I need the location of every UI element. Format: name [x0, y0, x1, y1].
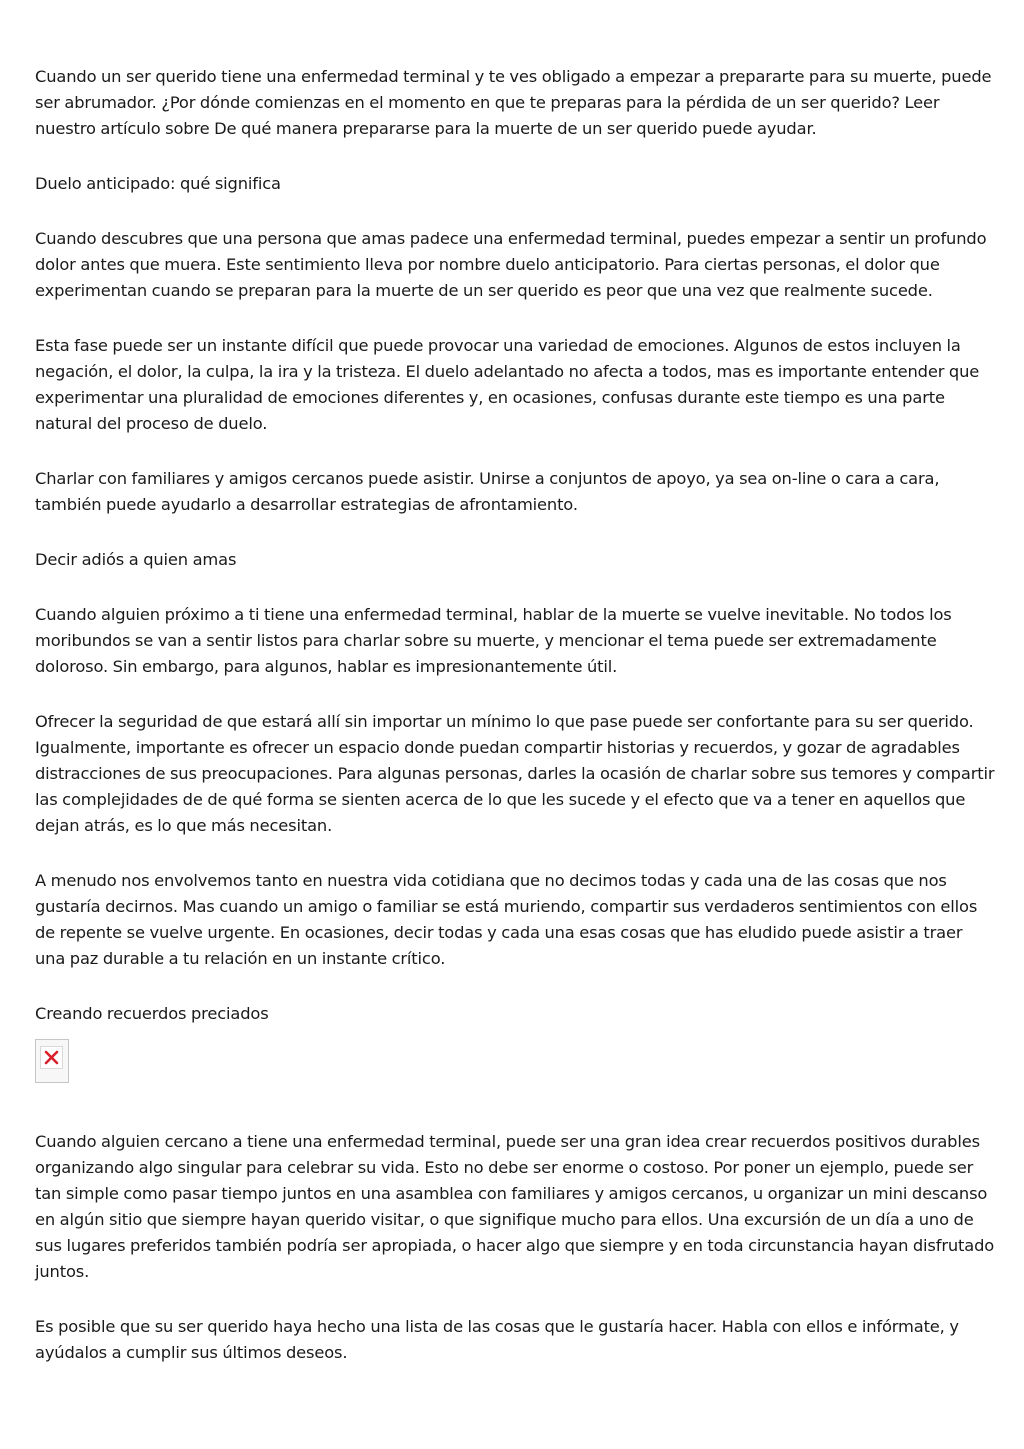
paragraph-duelo-1: Cuando descubres que una persona que amas padece una enfermedad terminal, puedes empezar a sentir un profundo dolor antes que muera. Este sentimiento lleva por nombre duelo anticipatorio. Para ciertas personas, el dolor que experimentan cuando se preparan para la muerte de un ser querido es peor que una vez que realmente sucede. — [35, 229, 987, 300]
broken-image-frame — [40, 1046, 63, 1069]
paragraph-adios-1: Cuando alguien próximo a ti tiene una enfermedad terminal, hablar de la muerte se vuelve inevitable. No todos los moribundos se van a sentir listos para charlar sobre su muerte, y mencionar el tema puede ser extremadamente doloroso. Sin embargo, para algunos, hablar es impresionantemente útil. — [35, 605, 952, 676]
paragraph-adios-3: A menudo nos envolvemos tanto en nuestra vida cotidiana que no decimos todas y cada una de las cosas que nos gustaría decirnos. Mas cuando un amigo o familiar se está muriendo, compartir sus verdaderos sentimientos con ellos de repente se vuelve urgente. En ocasiones, decir todas y cada una esas cosas que has eludido puede asistir a traer una paz durable a tu relación en un instante crítico. — [35, 871, 978, 968]
broken-image-icon — [43, 1049, 60, 1066]
heading-duelo-anticipado: Duelo anticipado: qué significa — [35, 174, 281, 193]
paragraph-duelo-3: Charlar con familiares y amigos cercanos puede asistir. Unirse a conjuntos de apoyo, ya sea on-line o cara a cara, también puede ayudarlo a desarrollar estrategias de afrontamiento. — [35, 469, 940, 514]
paragraph-intro: Cuando un ser querido tiene una enfermedad terminal y te ves obligado a empezar a prepararte para su muerte, puede ser abrumador. ¿Por dónde comienzas en el momento en que te preparas para la pérdida de un ser querido? Leer nuestro artículo sobre De qué manera prepararse para la muerte de un ser querido puede ayudar. — [35, 67, 992, 138]
paragraph-adios-2: Ofrecer la seguridad de que estará allí sin importar un mínimo lo que pase puede ser confortante para su ser querido. Igualmente, importante es ofrecer un espacio donde puedan compartir historias y recuerdos, y gozar de agradables distracciones de sus preocupaciones. Para algunas personas, darles la ocasión de charlar sobre sus temores y compartir las complejidades de de qué forma se sienten acerca de lo que les sucede y el efecto que va a tener en aquellos que dejan atrás, es lo que más necesitan. — [35, 712, 995, 835]
heading-decir-adios: Decir adiós a quien amas — [35, 550, 237, 569]
broken-image — [35, 1039, 69, 1083]
paragraph-duelo-2: Esta fase puede ser un instante difícil que puede provocar una variedad de emociones. Algunos de estos incluyen la negación, el dolor, la culpa, la ira y la tristeza. El duelo adelantado no afecta a todos, mas es importante entender que experimentar una pluralidad de emociones diferentes y, en ocasiones, confusas durante este tiempo es una parte natural del proceso de duelo. — [35, 336, 980, 433]
paragraph-recuerdos-1: Cuando alguien cercano a tiene una enfermedad terminal, puede ser una gran idea crear recuerdos positivos durables organizando algo singular para celebrar su vida. Esto no debe ser enorme o costoso. Por poner un ejemplo, puede ser tan simple como pasar tiempo juntos en una asamblea con familiares y amigos cercanos, u organizar un mini descanso en algún sitio que siempre hayan querido visitar, o que signifique mucho para ellos. Una excursión de un día a uno de sus lugares preferidos también podría ser apropiada, o hacer algo que siempre y en toda circunstancia hayan disfrutado juntos. — [35, 1132, 995, 1281]
heading-creando-recuerdos: Creando recuerdos preciados — [35, 1004, 269, 1023]
article-body — [35, 64, 995, 1395]
paragraph-recuerdos-2: Es posible que su ser querido haya hecho una lista de las cosas que le gustaría hacer. Habla con ellos e infórmate, y ayúdalos a cumplir sus últimos deseos. — [35, 1317, 959, 1362]
